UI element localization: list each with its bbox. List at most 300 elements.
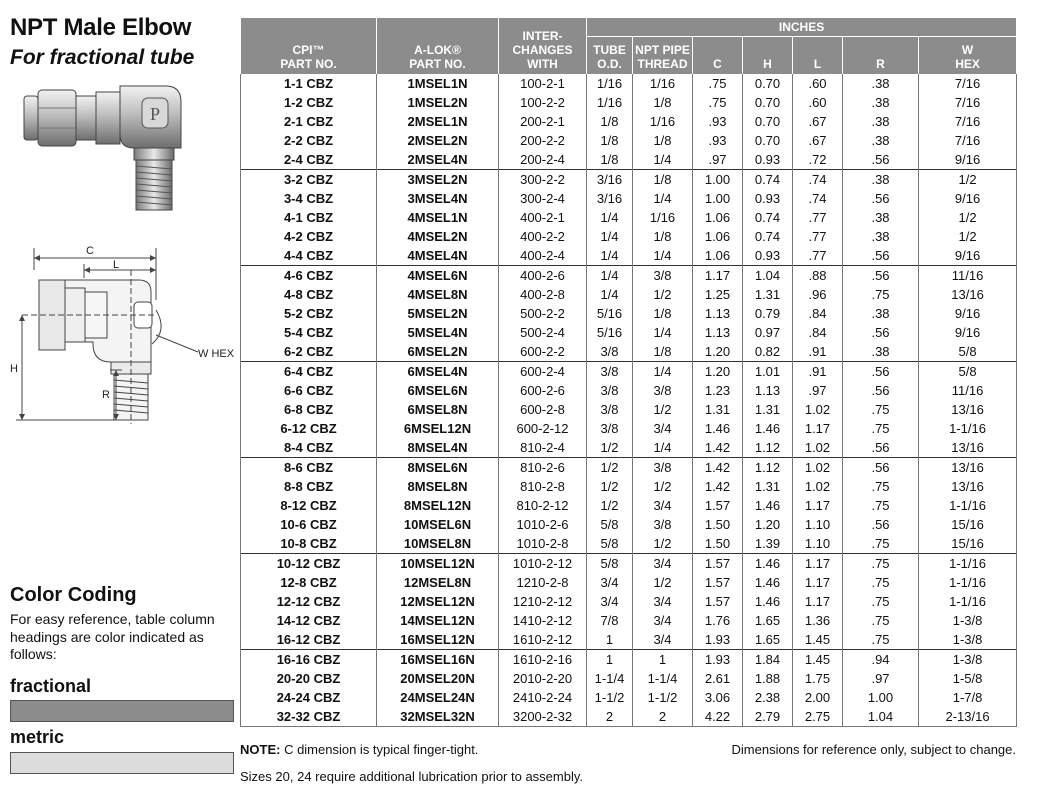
- cell-alok-part-no: 2MSEL1N: [377, 112, 499, 131]
- cell-npt-thread: 3/4: [633, 419, 693, 438]
- table-row: [241, 707, 1017, 727]
- cell-interchanges-with: 300-2-2: [499, 170, 587, 190]
- cell-cpi-part-no: 2-1 CBZ: [241, 112, 377, 131]
- cell-l: .60: [793, 74, 843, 93]
- cell-r: .97: [843, 669, 919, 688]
- cell-r: .56: [843, 438, 919, 458]
- cell-w-hex: 2-13/16: [919, 707, 1017, 727]
- cell-interchanges-with: 400-2-4: [499, 246, 587, 266]
- cell-h: 0.70: [743, 112, 793, 131]
- cell-h: 2.79: [743, 707, 793, 727]
- cell-cpi-part-no: 32-32 CBZ: [241, 707, 377, 727]
- cell-r: .75: [843, 611, 919, 630]
- cell-w-hex: 1-7/8: [919, 688, 1017, 707]
- cell-tube-od: 1/4: [587, 208, 633, 227]
- note-c-dimension: NOTE: C dimension is typical finger-tight.: [240, 742, 479, 757]
- cell-tube-od: 1/2: [587, 458, 633, 478]
- cell-w-hex: 1-1/16: [919, 496, 1017, 515]
- header-r: R: [843, 37, 919, 75]
- cell-h: 1.01: [743, 362, 793, 382]
- cell-c: 1.17: [693, 266, 743, 286]
- sizes-note: Sizes 20, 24 require additional lubrication prior to assembly.: [240, 769, 583, 784]
- cell-h: 0.74: [743, 208, 793, 227]
- table-row: [241, 381, 1017, 400]
- cell-l: .72: [793, 150, 843, 170]
- table-row: [241, 93, 1017, 112]
- cell-w-hex: 1/2: [919, 208, 1017, 227]
- cell-l: .74: [793, 170, 843, 190]
- cell-npt-thread: 1/8: [633, 170, 693, 190]
- cell-alok-part-no: 5MSEL4N: [377, 323, 499, 342]
- header-tube-od: TUBE O.D.: [587, 37, 633, 75]
- cell-c: .75: [693, 93, 743, 112]
- header-c: C: [693, 37, 743, 75]
- cell-npt-thread: 1/2: [633, 285, 693, 304]
- cell-r: .56: [843, 266, 919, 286]
- cell-cpi-part-no: 8-12 CBZ: [241, 496, 377, 515]
- cell-alok-part-no: 4MSEL4N: [377, 246, 499, 266]
- cell-alok-part-no: 4MSEL8N: [377, 285, 499, 304]
- cell-interchanges-with: 1210-2-8: [499, 573, 587, 592]
- cell-interchanges-with: 400-2-2: [499, 227, 587, 246]
- cell-alok-part-no: 12MSEL8N: [377, 573, 499, 592]
- table-row: [241, 611, 1017, 630]
- cell-h: 0.74: [743, 227, 793, 246]
- cell-r: .75: [843, 534, 919, 554]
- cell-c: 1.50: [693, 534, 743, 554]
- cell-interchanges-with: 1410-2-12: [499, 611, 587, 630]
- cell-npt-thread: 1-1/2: [633, 688, 693, 707]
- cell-h: 0.70: [743, 74, 793, 93]
- cell-r: .75: [843, 592, 919, 611]
- table-row: [241, 650, 1017, 670]
- cell-l: 1.02: [793, 400, 843, 419]
- table-row: [241, 573, 1017, 592]
- cell-tube-od: 3/4: [587, 573, 633, 592]
- cell-h: 1.46: [743, 554, 793, 574]
- cell-tube-od: 1: [587, 650, 633, 670]
- cell-alok-part-no: 2MSEL2N: [377, 131, 499, 150]
- cell-h: 1.31: [743, 477, 793, 496]
- cell-l: .77: [793, 246, 843, 266]
- cell-interchanges-with: 600-2-12: [499, 419, 587, 438]
- cell-r: .38: [843, 170, 919, 190]
- cell-cpi-part-no: 5-4 CBZ: [241, 323, 377, 342]
- cell-h: 1.88: [743, 669, 793, 688]
- cell-l: 1.17: [793, 592, 843, 611]
- cell-r: .56: [843, 458, 919, 478]
- cell-w-hex: 7/16: [919, 131, 1017, 150]
- cell-w-hex: 5/8: [919, 342, 1017, 362]
- cell-w-hex: 1-1/16: [919, 554, 1017, 574]
- cell-r: 1.04: [843, 707, 919, 727]
- cell-interchanges-with: 1010-2-12: [499, 554, 587, 574]
- cell-h: 0.93: [743, 189, 793, 208]
- cell-alok-part-no: 8MSEL8N: [377, 477, 499, 496]
- cell-alok-part-no: 24MSEL24N: [377, 688, 499, 707]
- cell-alok-part-no: 20MSEL20N: [377, 669, 499, 688]
- cell-w-hex: 13/16: [919, 400, 1017, 419]
- cell-l: .84: [793, 323, 843, 342]
- cell-cpi-part-no: 5-2 CBZ: [241, 304, 377, 323]
- cell-tube-od: 1/4: [587, 266, 633, 286]
- page-subtitle: For fractional tube: [10, 46, 195, 69]
- color-coding-text: For easy reference, table column headings are color indicated as follows:: [10, 611, 215, 662]
- cell-interchanges-with: 100-2-2: [499, 93, 587, 112]
- table-row: [241, 227, 1017, 246]
- cell-cpi-part-no: 6-8 CBZ: [241, 400, 377, 419]
- cell-tube-od: 1/4: [587, 246, 633, 266]
- cell-cpi-part-no: 14-12 CBZ: [241, 611, 377, 630]
- cell-l: .97: [793, 381, 843, 400]
- cell-c: .93: [693, 131, 743, 150]
- cell-tube-od: 1/2: [587, 496, 633, 515]
- cell-tube-od: 3/16: [587, 170, 633, 190]
- table-row: [241, 246, 1017, 266]
- cell-alok-part-no: 10MSEL6N: [377, 515, 499, 534]
- cell-h: 1.84: [743, 650, 793, 670]
- cell-npt-thread: 1/8: [633, 227, 693, 246]
- header-alok-part-no: A-LOK® PART NO.: [377, 18, 499, 74]
- cell-l: 1.45: [793, 630, 843, 650]
- cell-interchanges-with: 400-2-1: [499, 208, 587, 227]
- cell-w-hex: 9/16: [919, 150, 1017, 170]
- cell-npt-thread: 3/4: [633, 496, 693, 515]
- cell-alok-part-no: 5MSEL2N: [377, 304, 499, 323]
- table-row: [241, 438, 1017, 458]
- spec-table: [240, 18, 1017, 727]
- cell-h: 0.70: [743, 93, 793, 112]
- cell-alok-part-no: 3MSEL2N: [377, 170, 499, 190]
- cell-w-hex: 1-1/16: [919, 573, 1017, 592]
- metric-label: metric: [10, 727, 65, 747]
- cell-c: 1.42: [693, 438, 743, 458]
- cell-r: .75: [843, 285, 919, 304]
- cell-l: .74: [793, 189, 843, 208]
- cell-r: .38: [843, 74, 919, 93]
- cell-w-hex: 7/16: [919, 93, 1017, 112]
- cell-cpi-part-no: 12-8 CBZ: [241, 573, 377, 592]
- cell-npt-thread: 3/8: [633, 515, 693, 534]
- cell-npt-thread: 1/8: [633, 93, 693, 112]
- cell-tube-od: 1/4: [587, 285, 633, 304]
- cell-c: 1.06: [693, 227, 743, 246]
- cell-c: 1.76: [693, 611, 743, 630]
- metric-swatch: [10, 752, 234, 774]
- cell-c: 3.06: [693, 688, 743, 707]
- cell-alok-part-no: 10MSEL12N: [377, 554, 499, 574]
- cell-c: 4.22: [693, 707, 743, 727]
- cell-h: 0.97: [743, 323, 793, 342]
- cell-r: .38: [843, 93, 919, 112]
- cell-r: 1.00: [843, 688, 919, 707]
- cell-w-hex: 7/16: [919, 74, 1017, 93]
- cell-tube-od: 1: [587, 630, 633, 650]
- cell-cpi-part-no: 16-12 CBZ: [241, 630, 377, 650]
- cell-alok-part-no: 8MSEL12N: [377, 496, 499, 515]
- cell-h: 1.31: [743, 400, 793, 419]
- cell-interchanges-with: 600-2-6: [499, 381, 587, 400]
- cell-l: 2.00: [793, 688, 843, 707]
- cell-w-hex: 7/16: [919, 112, 1017, 131]
- cell-cpi-part-no: 3-2 CBZ: [241, 170, 377, 190]
- cell-tube-od: 1/4: [587, 227, 633, 246]
- cell-tube-od: 3/8: [587, 362, 633, 382]
- table-row: [241, 534, 1017, 554]
- cell-tube-od: 5/8: [587, 534, 633, 554]
- cell-interchanges-with: 1210-2-12: [499, 592, 587, 611]
- spec-table-body: [241, 74, 1017, 727]
- cell-l: 1.02: [793, 458, 843, 478]
- cell-interchanges-with: 1010-2-8: [499, 534, 587, 554]
- cell-h: 1.31: [743, 285, 793, 304]
- cell-npt-thread: 3/8: [633, 381, 693, 400]
- cell-npt-thread: 1/2: [633, 477, 693, 496]
- cell-c: 1.20: [693, 342, 743, 362]
- cell-w-hex: 1-3/8: [919, 611, 1017, 630]
- cell-c: .97: [693, 150, 743, 170]
- cell-interchanges-with: 1010-2-6: [499, 515, 587, 534]
- cell-w-hex: 13/16: [919, 285, 1017, 304]
- fractional-label: fractional: [10, 676, 92, 696]
- cell-cpi-part-no: 4-4 CBZ: [241, 246, 377, 266]
- cell-r: .38: [843, 112, 919, 131]
- table-row: [241, 496, 1017, 515]
- cell-npt-thread: 3/8: [633, 458, 693, 478]
- cell-h: 1.46: [743, 419, 793, 438]
- cell-r: .38: [843, 208, 919, 227]
- cell-tube-od: 1-1/4: [587, 669, 633, 688]
- cell-l: 1.02: [793, 477, 843, 496]
- cell-r: .56: [843, 323, 919, 342]
- cell-h: 1.65: [743, 611, 793, 630]
- table-row: [241, 74, 1017, 93]
- cell-tube-od: 1/8: [587, 150, 633, 170]
- cell-alok-part-no: 12MSEL12N: [377, 592, 499, 611]
- cell-cpi-part-no: 4-1 CBZ: [241, 208, 377, 227]
- cell-h: 0.79: [743, 304, 793, 323]
- cell-h: 2.38: [743, 688, 793, 707]
- cell-c: 1.23: [693, 381, 743, 400]
- cell-l: .77: [793, 208, 843, 227]
- cell-tube-od: 1/8: [587, 112, 633, 131]
- cell-w-hex: 15/16: [919, 515, 1017, 534]
- cell-npt-thread: 1/4: [633, 438, 693, 458]
- cell-c: 1.93: [693, 650, 743, 670]
- cell-r: .38: [843, 131, 919, 150]
- cell-l: .88: [793, 266, 843, 286]
- cell-h: 0.70: [743, 131, 793, 150]
- cell-l: 1.17: [793, 573, 843, 592]
- cell-interchanges-with: 400-2-8: [499, 285, 587, 304]
- cell-tube-od: 1/16: [587, 93, 633, 112]
- cell-c: 1.13: [693, 323, 743, 342]
- cell-cpi-part-no: 20-20 CBZ: [241, 669, 377, 688]
- cell-c: 1.50: [693, 515, 743, 534]
- cell-alok-part-no: 6MSEL4N: [377, 362, 499, 382]
- cell-alok-part-no: 10MSEL8N: [377, 534, 499, 554]
- cell-alok-part-no: 6MSEL2N: [377, 342, 499, 362]
- cell-interchanges-with: 810-2-4: [499, 438, 587, 458]
- cell-alok-part-no: 2MSEL4N: [377, 150, 499, 170]
- cell-l: 2.75: [793, 707, 843, 727]
- cell-npt-thread: 1/16: [633, 74, 693, 93]
- cell-h: 1.20: [743, 515, 793, 534]
- cell-c: 2.61: [693, 669, 743, 688]
- cell-tube-od: 3/8: [587, 381, 633, 400]
- cell-l: .67: [793, 131, 843, 150]
- dim-l-label: L: [112, 259, 120, 271]
- cell-c: 1.57: [693, 496, 743, 515]
- cell-c: .93: [693, 112, 743, 131]
- table-row: [241, 342, 1017, 362]
- table-row: [241, 477, 1017, 496]
- cell-npt-thread: 1/4: [633, 150, 693, 170]
- table-row: [241, 515, 1017, 534]
- cell-tube-od: 7/8: [587, 611, 633, 630]
- fractional-swatch: [10, 700, 234, 722]
- table-row: [241, 285, 1017, 304]
- cell-tube-od: 1/8: [587, 131, 633, 150]
- cell-tube-od: 5/16: [587, 323, 633, 342]
- cell-l: .84: [793, 304, 843, 323]
- cell-h: 1.65: [743, 630, 793, 650]
- cell-r: .56: [843, 362, 919, 382]
- cell-npt-thread: 1/16: [633, 208, 693, 227]
- header-inches: INCHES: [587, 18, 1017, 37]
- cell-cpi-part-no: 8-8 CBZ: [241, 477, 377, 496]
- cell-npt-thread: 2: [633, 707, 693, 727]
- cell-cpi-part-no: 24-24 CBZ: [241, 688, 377, 707]
- cell-npt-thread: 1/4: [633, 323, 693, 342]
- cell-tube-od: 5/8: [587, 554, 633, 574]
- cell-h: 1.12: [743, 438, 793, 458]
- cell-l: .60: [793, 93, 843, 112]
- cell-alok-part-no: 6MSEL8N: [377, 400, 499, 419]
- cell-alok-part-no: 6MSEL12N: [377, 419, 499, 438]
- cell-alok-part-no: 3MSEL4N: [377, 189, 499, 208]
- cell-alok-part-no: 32MSEL32N: [377, 707, 499, 727]
- cell-npt-thread: 1/4: [633, 246, 693, 266]
- cell-c: 1.42: [693, 458, 743, 478]
- cell-c: 1.00: [693, 170, 743, 190]
- cell-cpi-part-no: 4-6 CBZ: [241, 266, 377, 286]
- cell-w-hex: 13/16: [919, 438, 1017, 458]
- table-row: [241, 458, 1017, 478]
- cell-w-hex: 11/16: [919, 266, 1017, 286]
- dim-h-label: H: [10, 363, 18, 375]
- cell-r: .75: [843, 630, 919, 650]
- cell-l: 1.02: [793, 438, 843, 458]
- cell-w-hex: 13/16: [919, 458, 1017, 478]
- cell-alok-part-no: 4MSEL2N: [377, 227, 499, 246]
- table-row: [241, 688, 1017, 707]
- cell-interchanges-with: 200-2-2: [499, 131, 587, 150]
- cell-tube-od: 3/8: [587, 342, 633, 362]
- cell-c: 1.06: [693, 208, 743, 227]
- cell-interchanges-with: 810-2-8: [499, 477, 587, 496]
- cell-l: .96: [793, 285, 843, 304]
- cell-interchanges-with: 2010-2-20: [499, 669, 587, 688]
- cell-npt-thread: 1/2: [633, 573, 693, 592]
- cell-npt-thread: 1/2: [633, 400, 693, 419]
- cell-c: 1.57: [693, 573, 743, 592]
- left-panel: [0, 0, 238, 788]
- cell-r: .75: [843, 496, 919, 515]
- cell-alok-part-no: 16MSEL12N: [377, 630, 499, 650]
- cell-h: 0.93: [743, 150, 793, 170]
- cell-interchanges-with: 200-2-1: [499, 112, 587, 131]
- cell-alok-part-no: 8MSEL4N: [377, 438, 499, 458]
- cell-npt-thread: 3/4: [633, 592, 693, 611]
- cell-w-hex: 9/16: [919, 246, 1017, 266]
- cell-w-hex: 5/8: [919, 362, 1017, 382]
- cell-l: .91: [793, 362, 843, 382]
- dim-whex-label: W HEX: [198, 348, 235, 360]
- cell-alok-part-no: 14MSEL12N: [377, 611, 499, 630]
- cell-r: .75: [843, 477, 919, 496]
- cell-c: 1.93: [693, 630, 743, 650]
- cell-interchanges-with: 1610-2-12: [499, 630, 587, 650]
- cell-r: .56: [843, 150, 919, 170]
- cell-c: 1.57: [693, 592, 743, 611]
- cell-tube-od: 3/8: [587, 400, 633, 419]
- table-row: [241, 131, 1017, 150]
- header-interchanges-with: INTER- CHANGES WITH: [499, 18, 587, 74]
- cell-cpi-part-no: 1-1 CBZ: [241, 74, 377, 93]
- cell-cpi-part-no: 8-4 CBZ: [241, 438, 377, 458]
- cell-interchanges-with: 400-2-6: [499, 266, 587, 286]
- cell-h: 1.46: [743, 496, 793, 515]
- cell-interchanges-with: 600-2-4: [499, 362, 587, 382]
- cell-c: 1.06: [693, 246, 743, 266]
- cell-npt-thread: 3/4: [633, 630, 693, 650]
- cell-w-hex: 1/2: [919, 170, 1017, 190]
- cell-interchanges-with: 600-2-2: [499, 342, 587, 362]
- cell-interchanges-with: 1610-2-16: [499, 650, 587, 670]
- cell-l: .77: [793, 227, 843, 246]
- cell-w-hex: 11/16: [919, 381, 1017, 400]
- table-row: [241, 170, 1017, 190]
- cell-r: .75: [843, 573, 919, 592]
- cell-h: 1.12: [743, 458, 793, 478]
- cell-tube-od: 3/4: [587, 592, 633, 611]
- cell-cpi-part-no: 2-2 CBZ: [241, 131, 377, 150]
- table-row: [241, 189, 1017, 208]
- cell-cpi-part-no: 2-4 CBZ: [241, 150, 377, 170]
- cell-w-hex: 1-3/8: [919, 630, 1017, 650]
- cell-cpi-part-no: 12-12 CBZ: [241, 592, 377, 611]
- cell-w-hex: 1-1/16: [919, 419, 1017, 438]
- svg-text:P: P: [149, 104, 161, 124]
- cell-alok-part-no: 8MSEL6N: [377, 458, 499, 478]
- cell-alok-part-no: 4MSEL6N: [377, 266, 499, 286]
- header-cpi-part-no: CPI™ PART NO.: [241, 18, 377, 74]
- cell-h: 1.46: [743, 592, 793, 611]
- cell-l: 1.75: [793, 669, 843, 688]
- cell-interchanges-with: 600-2-8: [499, 400, 587, 419]
- dim-r-label: R: [102, 389, 110, 401]
- cell-h: 0.82: [743, 342, 793, 362]
- cell-interchanges-with: 3200-2-32: [499, 707, 587, 727]
- table-row: [241, 630, 1017, 650]
- cell-r: .38: [843, 304, 919, 323]
- cell-npt-thread: 3/4: [633, 611, 693, 630]
- table-row: [241, 304, 1017, 323]
- header-w-hex: W HEX: [919, 37, 1017, 75]
- cell-r: .75: [843, 400, 919, 419]
- cell-cpi-part-no: 10-6 CBZ: [241, 515, 377, 534]
